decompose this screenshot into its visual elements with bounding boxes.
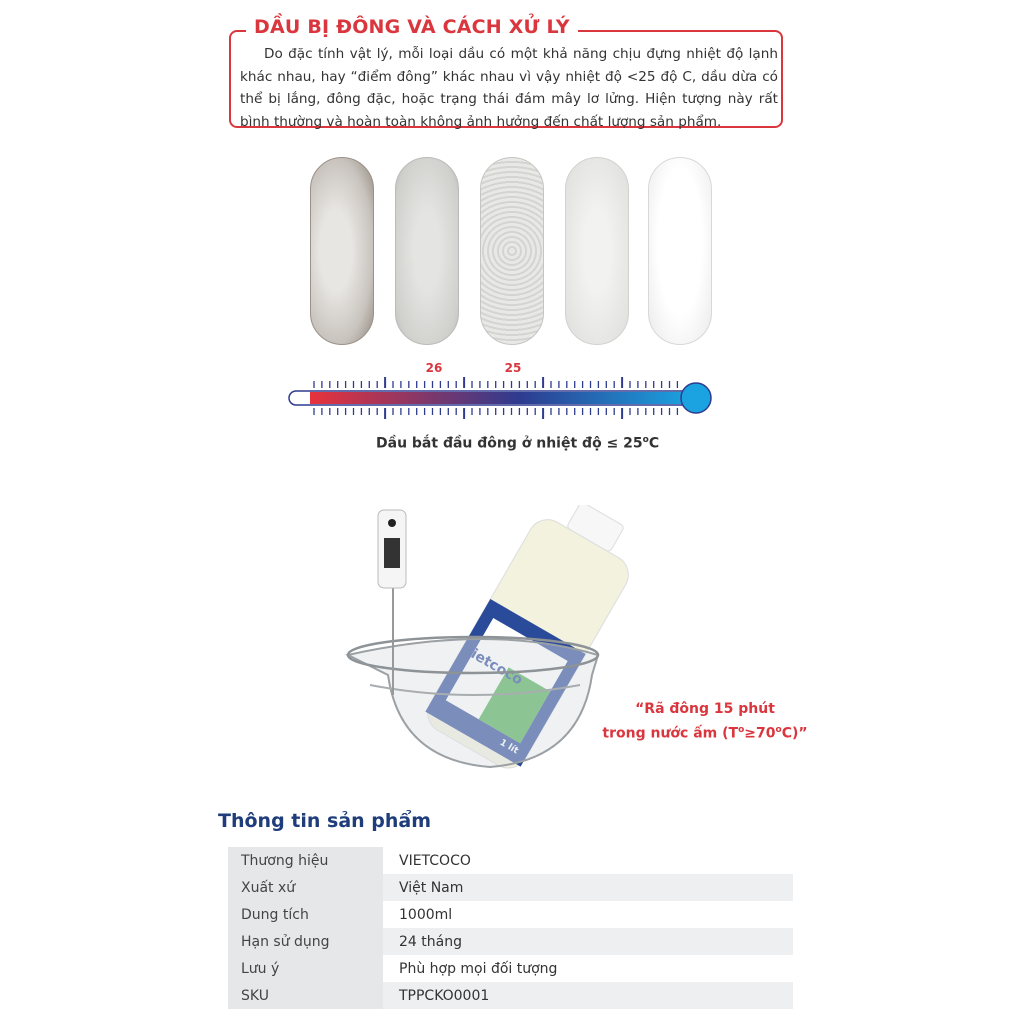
thaw-text: ≥70: [744, 725, 776, 742]
degree-sup: o: [642, 435, 649, 445]
row-key: Thương hiệu: [228, 847, 383, 874]
row-key: Xuất xứ: [228, 874, 383, 901]
thaw-line-2: [600, 720, 810, 745]
degree-sup: o: [738, 725, 745, 735]
table-row: [228, 955, 793, 982]
row-key: Hạn sử dụng: [228, 928, 383, 955]
row-value: Việt Nam: [383, 874, 793, 901]
thaw-text: C)”: [781, 725, 808, 742]
row-value: VIETCOCO: [399, 852, 471, 869]
thermometer-bulb: [681, 383, 711, 413]
freeze-caption: [376, 435, 659, 452]
temp-label-25: 25: [504, 361, 522, 375]
row-value: Phù hợp mọi đối tượng: [399, 960, 558, 977]
row-key: SKU: [228, 982, 383, 1009]
temp-label-26: 26: [425, 361, 443, 375]
row-key: Dung tích: [228, 901, 383, 928]
row-value: 1000ml: [399, 906, 453, 923]
glass-bowl: [348, 639, 598, 767]
oil-capsule-slightly-cloudy: [395, 157, 459, 345]
table-row: [228, 901, 793, 928]
section-title: DẦU BỊ ĐÔNG VÀ CÁCH XỬ LÝ: [246, 16, 578, 38]
thaw-instruction: [600, 699, 810, 745]
row-value: TPPCKO0001: [383, 982, 793, 1009]
oil-capsule-solid: [648, 157, 712, 345]
thawing-illustration: [340, 505, 640, 775]
oil-capsule-clear: [310, 157, 374, 345]
caption-text: Dầu bắt đầu đông ở nhiệt độ ≤ 25: [376, 435, 643, 452]
table-row: [228, 928, 793, 955]
table-row: [228, 874, 793, 901]
table-row: [228, 982, 793, 1009]
thaw-line-1: “Rã đông 15 phút: [635, 701, 775, 717]
thaw-text: trong nước ấm (T: [602, 725, 739, 742]
description-paragraph: Do đặc tính vật lý, mỗi loại dầu có một khả năng chịu đựng nhiệt độ lạnh khác nhau, hay “điểm đông” khác nhau vì vậy nhiệt độ <25 độ C, dầu dừa có thể bị lắng, đông đặc, hoặc trạng thái đám mây lơ lửng. Hiện tượng này rất bình thường và hoàn toàn không ảnh hưởng đến chất lượng sản phẩm.: [240, 46, 778, 130]
oil-capsule-mostly-solid: [565, 157, 629, 345]
oil-capsule-cloudy: [480, 157, 544, 345]
caption-unit: C: [648, 435, 660, 452]
table-row: [228, 847, 793, 874]
thermometer: [286, 360, 716, 420]
row-value: 24 tháng: [383, 928, 793, 955]
product-info-title: Thông tin sản phẩm: [218, 810, 432, 832]
thermometer-fill: [310, 392, 690, 404]
degree-sup: o: [775, 725, 782, 735]
row-key: Lưu ý: [228, 955, 383, 982]
product-info-table: [228, 847, 793, 1009]
